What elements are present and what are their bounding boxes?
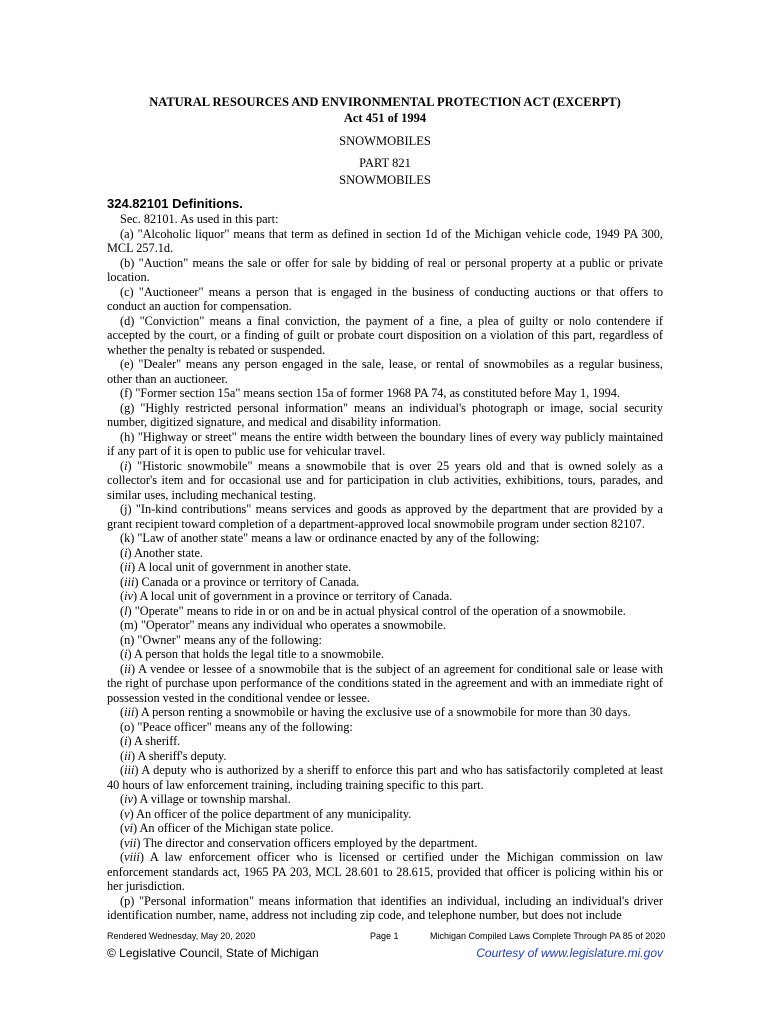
definition-paragraph: (b) "Auction" means the sale or offer for sale by bidding of real or personal property at a public or private location. <box>107 255 663 284</box>
compiled-note: Michigan Compiled Laws Complete Through PA 85 of 2020 <box>430 931 666 941</box>
definition-paragraph: Sec. 82101. As used in this part: <box>120 212 279 226</box>
definition-paragraph: (vii) The director and conservation officers employed by the department. <box>120 835 478 850</box>
definition-paragraph: (j) "In-kind contributions" means services and goods as approved by the department that are provided by a grant recipient toward completion of a department-approved local snowmobile program under section 82107. <box>107 502 663 531</box>
definition-paragraph: (a) "Alcoholic liquor" means that term as defined in section 1d of the Michigan vehicle code, 1949 PA 300, MCL 257.1d. <box>107 226 663 255</box>
definition-paragraph: (iv) A local unit of government in a province or territory of Canada. <box>120 589 453 603</box>
definition-paragraph: (f) "Former section 15a" means section 15a of former 1968 PA 74, as constituted before May 1, 1994. <box>120 386 620 400</box>
definition-paragraph: (ii) A vendee or lessee of a snowmobile that is the subject of an agreement for conditional sale or lease with the right of purchase upon performance of the conditions stated in the agreement and with an immediate right of possession vested in the conditional vendee or lessee. <box>107 661 663 705</box>
definition-paragraph: (h) "Highway or street" means the entire width between the boundary lines of every way publicly maintained if any part of it is open to public use for vehicular travel. <box>107 429 663 458</box>
definition-paragraph: (k) "Law of another state" means a law or ordinance enacted by any of the following: <box>120 531 540 545</box>
definition-paragraph: (n) "Owner" means any of the following: <box>120 632 322 647</box>
section-body <box>107 212 663 923</box>
definition-paragraph: (vi) An officer of the Michigan state police. <box>120 821 334 835</box>
definition-paragraph: (i) A sheriff. <box>120 734 181 748</box>
definition-paragraph: (v) An officer of the police department of any municipality. <box>120 806 412 821</box>
definition-paragraph: (p) "Personal information" means information that identifies an individual, including an individual's driver identification number, name, address not including zip code, and telephone number, but does not include <box>107 893 663 922</box>
act-title: NATURAL RESOURCES AND ENVIRONMENTAL PROTECTION ACT (EXCERPT) <box>149 95 621 109</box>
definition-paragraph: (m) "Operator" means any individual who operates a snowmobile. <box>120 618 446 632</box>
definition-paragraph: (g) "Highly restricted personal information" means an individual's photograph or image, social security number, digitized signature, and medical and disability information. <box>107 400 663 429</box>
definition-paragraph: (ii) A local unit of government in another state. <box>120 560 352 574</box>
definition-paragraph: (iii) A deputy who is authorized by a sheriff to enforce this part and who has satisfactorily completed at least 40 hours of law enforcement training, including training specific to this part. <box>107 763 663 792</box>
definition-paragraph: (i) A person that holds the legal title to a snowmobile. <box>120 647 385 661</box>
act-number: Act 451 of 1994 <box>343 111 427 125</box>
part-title: SNOWMOBILES <box>339 173 431 187</box>
definition-paragraph: (e) "Dealer" means any person engaged in the sale, lease, or rental of snowmobiles as a regular business, other than an auctioneer. <box>107 357 663 386</box>
council-credit: © Legislative Council, State of Michigan <box>107 946 319 960</box>
rendered-date: Rendered Wednesday, May 20, 2020 <box>107 931 256 941</box>
definition-paragraph: (iii) A person renting a snowmobile or having the exclusive use of a snowmobile for more than 30 days. <box>120 705 631 719</box>
section-heading: 324.82101 Definitions. <box>107 196 243 211</box>
part-number: PART 821 <box>359 156 411 170</box>
definition-paragraph: (l) "Operate" means to ride in or on and be in actual physical control of the operation of a snowmobile. <box>120 603 626 618</box>
definition-paragraph: (c) "Auctioneer" means a person that is engaged in the business of conducting auctions or that offers to conduct an auction for compensation. <box>107 284 663 313</box>
definition-paragraph: (d) "Conviction" means a final conviction, the payment of a fine, a plea of guilty or nolo contendere if accepted by the court, or a finding of guilt or probate court disposition on a violation of this part, regardless of whether the penalty is rebated or suspended. <box>107 313 663 357</box>
definition-paragraph: (iv) A village or township marshal. <box>120 792 291 806</box>
definition-paragraph: (viii) A law enforcement officer who is licensed or certified under the Michigan commission on law enforcement standards act, 1965 PA 203, MCL 28.601 to 28.615, provided that officer is policing within his or her jurisdiction. <box>107 850 663 893</box>
courtesy-link[interactable]: Courtesy of www.legislature.mi.gov <box>476 946 663 960</box>
topic-heading: SNOWMOBILES <box>339 134 431 148</box>
definition-paragraph: (ii) A sheriff's deputy. <box>120 748 227 763</box>
definition-paragraph: (i) "Historic snowmobile" means a snowmobile that is over 25 years old and that is owned solely as a collector's item and for occasional use and for participation in club activities, exhibitions, tours, parades, and similar uses, including mechanical testing. <box>107 458 663 502</box>
page-number: Page 1 <box>370 931 399 941</box>
definition-paragraph: (o) "Peace officer" means any of the following: <box>120 719 353 734</box>
definition-paragraph: (iii) Canada or a province or territory of Canada. <box>120 574 360 589</box>
definition-paragraph: (i) Another state. <box>120 545 203 560</box>
